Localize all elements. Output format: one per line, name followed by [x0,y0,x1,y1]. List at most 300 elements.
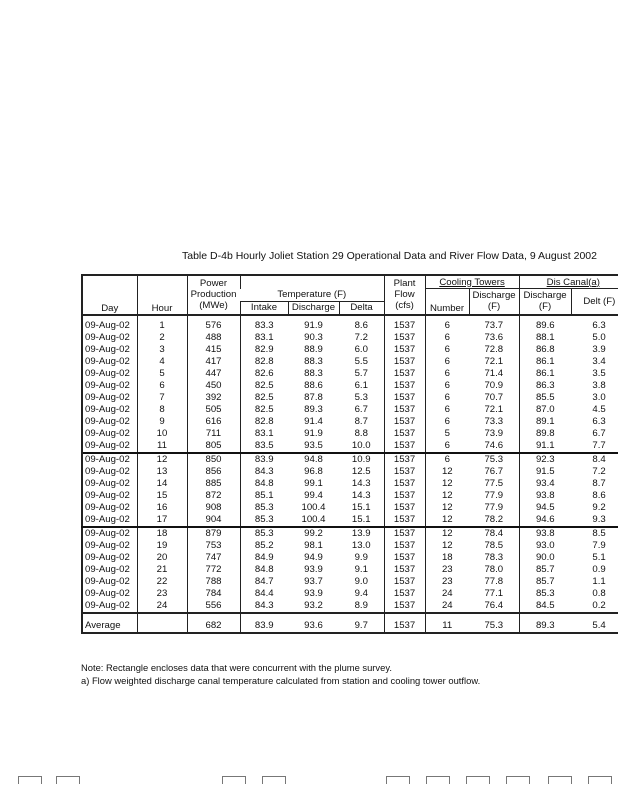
cell-ct-number: 6 [425,356,469,368]
cell-power: 417 [187,356,240,368]
cell-plant-flow: 1537 [384,552,425,564]
cell-dc-delta: 8.7 [592,477,606,489]
header-day: Day [82,275,137,315]
cell-dc-discharge: 90.0 [519,552,571,564]
cell-dc-delta: 7.7 [592,439,606,451]
table-row [82,315,618,332]
cell-delta: 5.5 [354,355,368,367]
cell-power: 885 [187,478,240,490]
table-row [82,440,618,453]
cell-intake: 82.6 [240,368,288,380]
cell-hour: 18 [137,527,187,540]
cell-discharge: 93.6 [304,619,323,631]
cell-ct-number: 6 [425,416,469,428]
cell-dc-discharge: 84.5 [519,600,571,613]
average-row [82,613,618,633]
cell-hour: 6 [137,380,187,392]
cell-plant-flow: 1537 [384,478,425,490]
table-row [82,404,618,416]
cell-intake: 82.5 [240,404,288,416]
cell-intake: 85.3 [240,502,288,514]
cell-plant-flow: 1537 [384,540,425,552]
cell-delta: 6.0 [354,343,368,355]
cell-dc-discharge: 92.3 [519,453,571,466]
cell-delta: 9.1 [354,563,368,575]
cell-day: 09-Aug-02 [82,315,137,332]
cell-day: 09-Aug-02 [82,380,137,392]
cell-dc-delta: 7.2 [592,465,606,477]
cell-intake: 84.3 [240,466,288,478]
cell-dc-discharge: 93.0 [519,540,571,552]
cell-hour: 10 [137,428,187,440]
table-row [82,490,618,502]
cell-ct-discharge: 77.5 [484,477,504,489]
cell-power: 856 [187,466,240,478]
table-row [82,428,618,440]
cell-plant-flow: 1537 [384,588,425,600]
cell-power: 908 [187,502,240,514]
cell-ct-discharge: 77.8 [484,575,504,587]
cell-dc-delta: 8.5 [592,527,606,539]
cell-intake: 84.9 [240,552,288,564]
cell-discharge: 90.3 [304,331,323,343]
cell-dc-delta: 9.3 [571,514,618,527]
scan-mark [548,776,572,784]
cell-hour: 20 [137,552,187,564]
scan-mark [506,776,530,784]
cell-power: 576 [187,315,240,332]
cell-ct-number: 23 [425,576,469,588]
scan-mark [588,776,612,784]
table-title: Table D-4b Hourly Joliet Station 29 Operational Data and River Flow Data, 9 August 2002 [182,250,597,262]
cell-day: 09-Aug-02 [82,588,137,600]
cell-power: 850 [187,453,240,466]
cell-plant-flow: 1537 [384,368,425,380]
cell-power: 872 [187,490,240,502]
cell-ct-discharge: 77.1 [484,587,504,599]
cell-day: Average [82,613,137,633]
cell-power: 784 [187,588,240,600]
cell-power: 556 [187,600,240,613]
cell-dc-delta: 3.8 [592,379,606,391]
operational-data-table [81,274,618,634]
cell-discharge: 94.8 [288,453,339,466]
cell-ct-number: 6 [425,392,469,404]
cell-ct-discharge: 72.1 [484,403,504,415]
cell-power: 505 [187,404,240,416]
cell-ct-discharge: 71.4 [484,367,504,379]
cell-dc-discharge: 86.3 [519,380,571,392]
cell-ct-discharge: 78.5 [484,539,504,551]
cell-plant-flow: 1537 [384,380,425,392]
cell-intake: 83.1 [240,332,288,344]
cell-hour: 7 [137,392,187,404]
cell-hour: 5 [137,368,187,380]
cell-ct-number: 11 [425,613,469,633]
cell-day: 09-Aug-02 [82,428,137,440]
cell-power: 788 [187,576,240,588]
table-row [82,392,618,404]
cell-discharge: 93.9 [304,563,323,575]
cell-dc-delta: 6.3 [592,415,606,427]
header-ct-number: Number [425,289,469,315]
header-temperature: Temperature (F) [240,289,384,302]
cell-dc-delta: 8.4 [571,453,618,466]
cell-ct-discharge: 73.3 [484,415,504,427]
cell-hour: 3 [137,344,187,356]
cell-power: 682 [187,613,240,633]
data-table-container [81,274,618,634]
cell-ct-discharge: 77.9 [484,489,504,501]
cell-plant-flow: 1537 [384,440,425,453]
cell-ct-number: 6 [425,315,469,332]
cell-hour: 16 [137,502,187,514]
table-row [82,332,618,344]
cell-plant-flow: 1537 [384,576,425,588]
cell-plant-flow: 1537 [384,428,425,440]
cell-dc-discharge: 91.1 [519,440,571,453]
cell-delta: 8.7 [354,415,368,427]
table-row [82,380,618,392]
cell-discharge: 93.7 [304,575,323,587]
table-row [82,552,618,564]
cell-day: 09-Aug-02 [82,392,137,404]
cell-delta: 9.4 [354,587,368,599]
cell-hour: 15 [137,490,187,502]
cell-ct-number: 6 [425,453,469,466]
cell-dc-delta: 3.0 [592,391,606,403]
cell-hour: 8 [137,404,187,416]
table-row [82,576,618,588]
cell-delta: 5.7 [354,367,368,379]
cell-dc-delta: 4.5 [592,403,606,415]
header-dc-delta: Delt (F) [571,289,618,315]
cell-delta: 14.3 [351,477,371,489]
table-row [82,564,618,576]
cell-power: 488 [187,332,240,344]
cell-plant-flow: 1537 [384,404,425,416]
table-row [82,478,618,490]
cell-intake: 82.5 [240,392,288,404]
cell-delta: 9.9 [354,551,368,563]
cell-ct-number: 12 [425,502,469,514]
scan-mark [262,776,286,784]
cell-dc-delta: 9.2 [592,501,606,513]
cell-hour: 19 [137,540,187,552]
cell-dc-discharge: 86.1 [519,356,571,368]
cell-plant-flow: 1537 [384,600,425,613]
cell-hour: 11 [137,440,187,453]
cell-delta: 15.1 [351,501,371,513]
cell-plant-flow: 1537 [384,514,425,527]
cell-day: 09-Aug-02 [82,490,137,502]
cell-discharge: 88.3 [304,367,323,379]
scan-mark [386,776,410,784]
cell-day: 09-Aug-02 [82,440,137,453]
cell-discharge: 91.4 [304,415,323,427]
cell-day: 09-Aug-02 [82,600,137,613]
table-row [82,502,618,514]
cell-plant-flow: 1537 [384,315,425,332]
cell-dc-discharge: 94.6 [519,514,571,527]
cell-plant-flow: 1537 [384,527,425,540]
table-row [82,344,618,356]
cell-dc-discharge: 88.1 [519,332,571,344]
cell-dc-discharge: 93.8 [519,527,571,540]
table-body [82,315,618,633]
cell-dc-delta: 7.9 [592,539,606,551]
cell-ct-number: 6 [425,368,469,380]
scan-mark [466,776,490,784]
cell-power: 904 [187,514,240,527]
cell-ct-discharge: 76.4 [484,599,504,611]
cell-dc-discharge: 87.0 [519,404,571,416]
cell-power: 747 [187,552,240,564]
cell-dc-delta: 5.1 [592,551,606,563]
cell-ct-number: 18 [425,552,469,564]
table-row [82,416,618,428]
cell-plant-flow: 1537 [384,502,425,514]
cell-ct-number: 6 [425,332,469,344]
cell-day: 09-Aug-02 [82,514,137,527]
cell-ct-discharge: 73.9 [484,427,504,439]
cell-discharge: 93.5 [304,439,323,451]
cell-plant-flow: 1537 [384,344,425,356]
cell-plant-flow: 1537 [384,416,425,428]
cell-intake: 83.3 [240,315,288,332]
cell-discharge: 88.6 [304,379,323,391]
cell-delta: 8.8 [354,427,368,439]
cell-ct-discharge: 70.9 [484,379,504,391]
cell-ct-number: 12 [425,527,469,540]
cell-dc-discharge: 89.1 [519,416,571,428]
cell-plant-flow: 1537 [384,490,425,502]
cell-day: 09-Aug-02 [82,356,137,368]
cell-power: 415 [187,344,240,356]
cell-delta: 10.0 [351,439,371,451]
cell-hour: 14 [137,478,187,490]
cell-dc-delta: 0.9 [592,563,606,575]
scan-mark [18,776,42,784]
cell-dc-discharge: 85.5 [519,392,571,404]
cell-power: 805 [187,440,240,453]
cell-day: 09-Aug-02 [82,332,137,344]
cell-intake: 82.9 [240,344,288,356]
cell-plant-flow: 1537 [384,564,425,576]
cell-delta: 7.2 [354,331,368,343]
cell-delta: 15.1 [339,514,384,527]
cell-dc-delta: 6.7 [592,427,606,439]
note-plume-rectangle: Note: Rectangle encloses data that were concurrent with the plume survey. [81,662,392,673]
cell-delta: 8.6 [354,319,368,331]
cell-delta: 6.7 [354,403,368,415]
table-row [82,600,618,613]
cell-discharge: 87.8 [304,391,323,403]
cell-power: 392 [187,392,240,404]
cell-intake: 83.9 [240,613,288,633]
scan-mark [426,776,450,784]
cell-plant-flow: 1537 [384,453,425,466]
cell-intake: 82.5 [240,380,288,392]
table-row [82,514,618,527]
cell-plant-flow: 1537 [384,613,425,633]
cell-ct-discharge: 72.1 [484,355,504,367]
cell-delta: 10.9 [339,453,384,466]
scan-edge-marks [0,776,618,788]
cell-ct-number: 5 [425,428,469,440]
cell-discharge: 98.1 [304,539,323,551]
cell-day: 09-Aug-02 [82,466,137,478]
cell-power: 753 [187,540,240,552]
table-row [82,588,618,600]
cell-ct-number: 6 [425,380,469,392]
cell-day: 09-Aug-02 [82,478,137,490]
cell-intake: 82.8 [240,416,288,428]
cell-hour: 21 [137,564,187,576]
cell-ct-number: 24 [425,588,469,600]
cell-day: 09-Aug-02 [82,416,137,428]
cell-discharge: 91.9 [304,319,323,331]
cell-day: 09-Aug-02 [82,552,137,564]
cell-delta: 9.7 [354,619,368,631]
cell-intake: 85.3 [240,514,288,527]
header-plant-flow: Plant Flow (cfs) [384,275,425,315]
cell-delta: 13.9 [351,527,371,539]
cell-ct-number: 6 [425,404,469,416]
cell-ct-number: 6 [425,440,469,453]
cell-ct-discharge: 77.9 [484,501,504,513]
header-power-production: Power Production (MWe) [187,275,240,315]
cell-ct-discharge: 78.3 [484,551,504,563]
cell-hour: 22 [137,576,187,588]
header-discharge: Discharge [288,301,339,315]
cell-hour: 17 [137,514,187,527]
header-dc-discharge: Discharge (F) [519,289,571,315]
cell-ct-discharge: 72.8 [484,343,504,355]
cell-intake: 85.1 [240,490,288,502]
cell-dc-discharge: 86.8 [519,344,571,356]
cell-ct-number: 12 [425,540,469,552]
cell-dc-discharge: 93.4 [519,478,571,490]
cell-dc-delta: 5.0 [592,331,606,343]
cell-hour: 2 [137,332,187,344]
cell-ct-discharge: 70.7 [484,391,504,403]
cell-ct-number: 12 [425,514,469,527]
cell-dc-delta: 3.5 [592,367,606,379]
cell-dc-discharge: 85.7 [519,576,571,588]
cell-ct-number: 12 [425,466,469,478]
cell-plant-flow: 1537 [384,332,425,344]
header-dis-canal: Dis Canal(a) [519,275,618,289]
cell-intake: 84.7 [240,576,288,588]
cell-day: 09-Aug-02 [82,368,137,380]
cell-dc-discharge: 85.3 [519,588,571,600]
cell-dc-discharge: 86.1 [519,368,571,380]
header-hour: Hour [137,275,187,315]
cell-dc-discharge: 94.5 [519,502,571,514]
cell-power: 450 [187,380,240,392]
cell-intake: 82.8 [240,356,288,368]
cell-discharge: 88.9 [304,343,323,355]
cell-ct-discharge: 78.2 [469,514,519,527]
cell-plant-flow: 1537 [384,466,425,478]
cell-dc-delta: 8.6 [592,489,606,501]
cell-day: 09-Aug-02 [82,453,137,466]
table-header [82,275,618,315]
cell-dc-delta: 1.1 [592,575,606,587]
cell-hour: 9 [137,416,187,428]
cell-dc-discharge: 91.5 [519,466,571,478]
cell-ct-discharge: 78.0 [484,563,504,575]
cell-dc-discharge: 89.6 [519,315,571,332]
cell-ct-discharge: 75.3 [469,453,519,466]
cell-delta: 6.1 [354,379,368,391]
table-row [82,368,618,380]
cell-discharge: 96.8 [304,465,323,477]
cell-discharge: 100.4 [288,514,339,527]
cell-ct-discharge: 75.3 [484,619,504,631]
cell-dc-discharge: 93.8 [519,490,571,502]
cell-dc-discharge: 85.7 [519,564,571,576]
cell-hour: 13 [137,466,187,478]
cell-intake: 85.3 [240,527,288,540]
note-flow-weighted: a) Flow weighted discharge canal temperature calculated from station and cooling tower outflow. [81,675,481,686]
cell-day: 09-Aug-02 [82,576,137,588]
cell-dc-delta: 6.3 [592,319,606,331]
cell-discharge: 93.9 [304,587,323,599]
table-row [82,466,618,478]
cell-hour: 4 [137,356,187,368]
cell-ct-number: 6 [425,344,469,356]
cell-day: 09-Aug-02 [82,564,137,576]
cell-discharge: 91.9 [304,427,323,439]
cell-intake: 84.8 [240,564,288,576]
cell-delta: 5.3 [354,391,368,403]
cell-intake: 83.1 [240,428,288,440]
table-row [82,356,618,368]
cell-discharge: 99.2 [304,527,323,539]
cell-plant-flow: 1537 [384,356,425,368]
cell-ct-number: 12 [425,490,469,502]
cell-delta: 12.5 [351,465,371,477]
cell-delta: 13.0 [351,539,371,551]
cell-intake: 84.3 [240,600,288,613]
cell-discharge: 88.3 [304,355,323,367]
scan-mark [222,776,246,784]
cell-day: 09-Aug-02 [82,404,137,416]
cell-day: 09-Aug-02 [82,527,137,540]
table-row [82,527,618,540]
cell-ct-number: 23 [425,564,469,576]
cell-power: 447 [187,368,240,380]
cell-intake: 83.5 [240,440,288,453]
cell-ct-discharge: 73.7 [484,319,504,331]
cell-power: 616 [187,416,240,428]
cell-hour [137,613,187,633]
cell-dc-delta: 3.9 [592,343,606,355]
cell-dc-discharge: 89.8 [519,428,571,440]
cell-ct-number: 12 [425,478,469,490]
cell-delta: 8.9 [354,599,368,611]
cell-power: 711 [187,428,240,440]
cell-intake: 84.4 [240,588,288,600]
table-notes [81,661,480,687]
header-cooling-towers: Cooling Towers [425,275,519,289]
cell-ct-discharge: 76.7 [484,465,504,477]
table-row [82,453,618,466]
table-row [82,540,618,552]
cell-discharge: 99.1 [304,477,323,489]
